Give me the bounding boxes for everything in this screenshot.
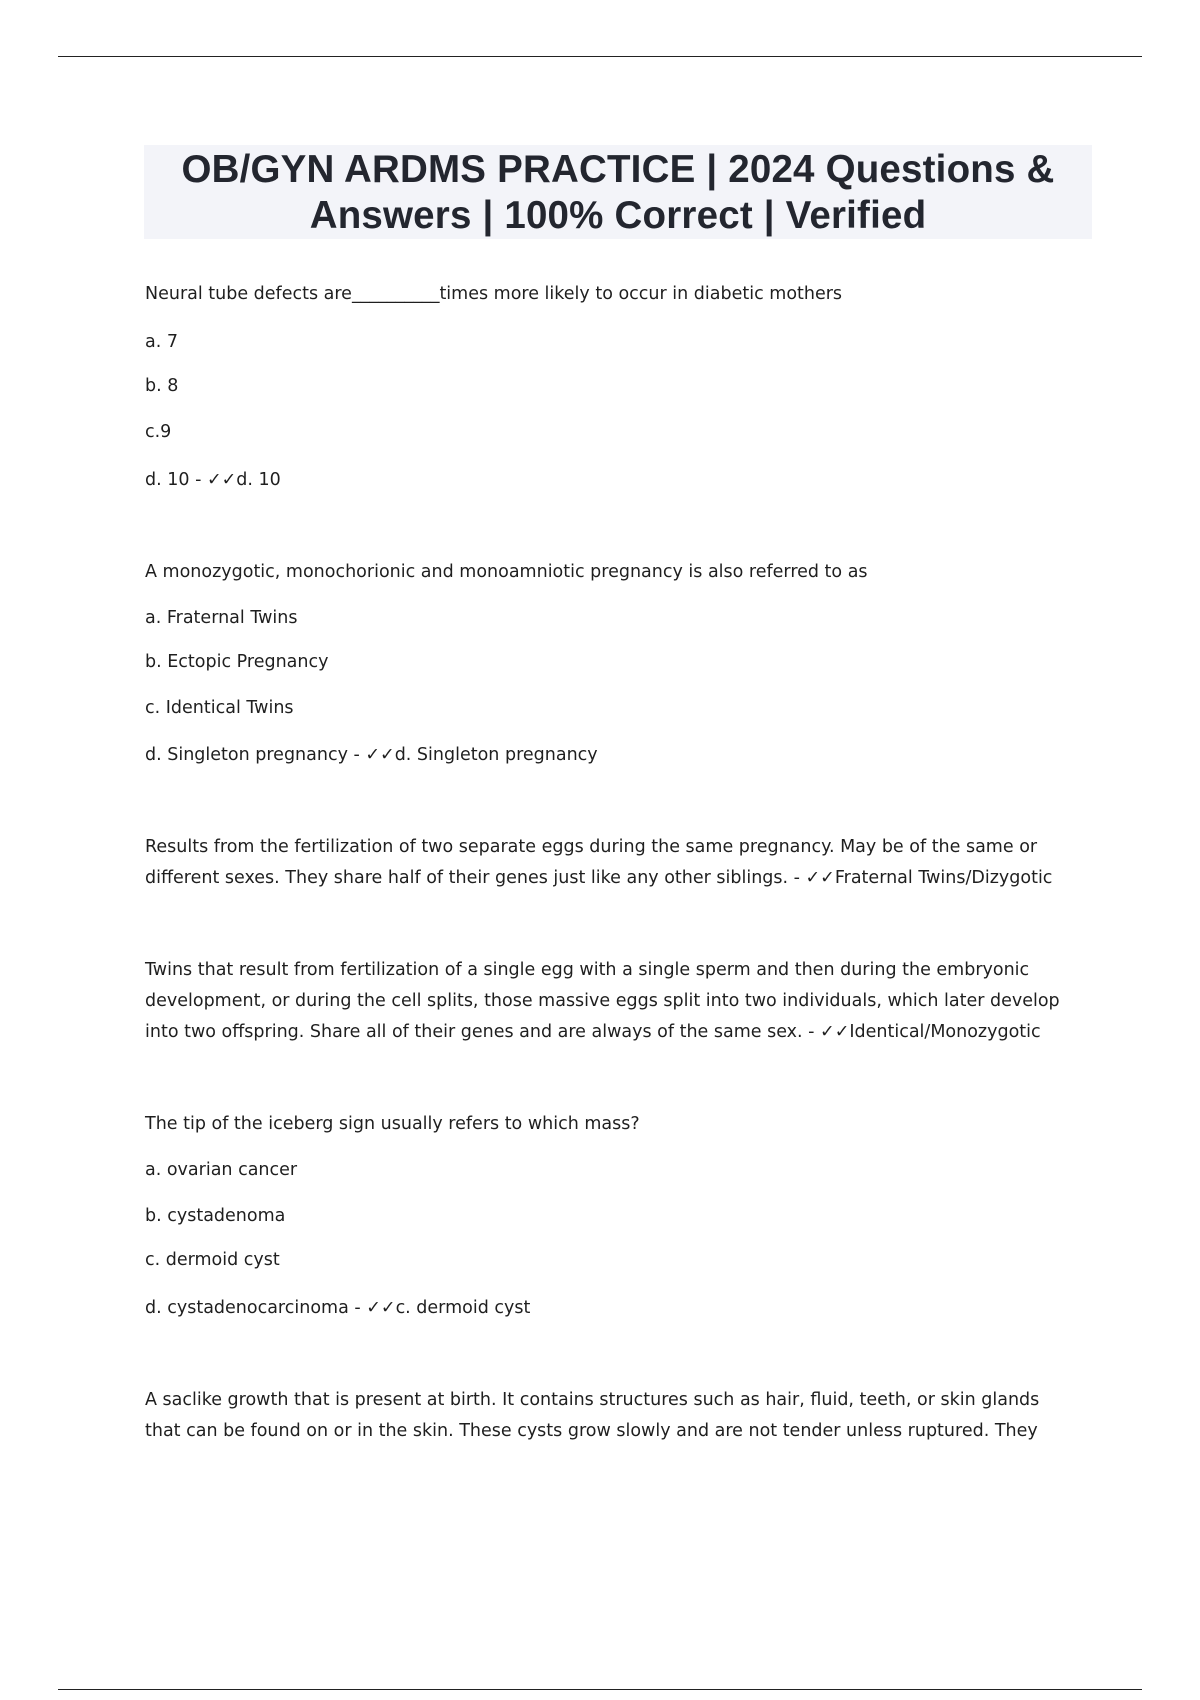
question-6-paragraph [145, 1385, 1090, 1447]
question-4-line-1: Twins that result from fertilization of a single egg with a single sperm and then during the embryonic [145, 960, 1030, 980]
question-4-line-3: into two offspring. Share all of their genes and are always of the same sex. - ✓✓Identical/Monozygotic [145, 1022, 1041, 1042]
question-3-line-1: Results from the fertilization of two separate eggs during the same pregnancy. May be of the same or [145, 837, 1038, 857]
question-1-text: Neural tube defects are__________times more likely to occur in diabetic mothers [145, 284, 843, 304]
question-5-option-d-answer: d. cystadenocarcinoma - ✓✓c. dermoid cyst [145, 1298, 531, 1318]
question-2-option-c: c. Identical Twins [145, 698, 294, 718]
top-rule [58, 56, 1142, 57]
bottom-rule [58, 1689, 1142, 1690]
question-5-option-a: a. ovarian cancer [145, 1160, 298, 1180]
question-2-option-a: a. Fraternal Twins [145, 608, 298, 628]
question-5-option-c: c. dermoid cyst [145, 1250, 280, 1270]
question-1-option-c: c.9 [145, 422, 172, 442]
question-3-paragraph [145, 832, 1090, 894]
question-5-option-b: b. cystadenoma [145, 1206, 286, 1226]
title-line-1: OB/GYN ARDMS PRACTICE | 2024 Questions & [181, 148, 1055, 191]
question-4-line-2: development, or during the cell splits, those massive eggs split into two individuals, which later develop [145, 991, 1060, 1011]
question-2-option-d-answer: d. Singleton pregnancy - ✓✓d. Singleton pregnancy [145, 745, 598, 765]
question-2-text: A monozygotic, monochorionic and monoamniotic pregnancy is also referred to as [145, 562, 868, 582]
question-1-option-d-answer: d. 10 - ✓✓d. 10 [145, 470, 281, 490]
question-1-option-a: a. 7 [145, 332, 178, 352]
question-4-paragraph [145, 955, 1090, 1048]
question-3-line-2: different sexes. They share half of their genes just like any other siblings. - ✓✓Fraternal Twins/Dizygotic [145, 868, 1053, 888]
question-1-option-b: b. 8 [145, 376, 179, 396]
question-6-line-2: that can be found on or in the skin. These cysts grow slowly and are not tender unless ruptured. They [145, 1421, 1038, 1441]
question-2-option-b: b. Ectopic Pregnancy [145, 652, 329, 672]
question-6-line-1: A saclike growth that is present at birth. It contains structures such as hair, fluid, teeth, or skin glands [145, 1390, 1040, 1410]
document-title [144, 145, 1092, 239]
question-5-text: The tip of the iceberg sign usually refers to which mass? [145, 1114, 640, 1134]
title-banner [144, 145, 1092, 239]
title-line-2: Answers | 100% Correct | Verified [309, 194, 927, 237]
